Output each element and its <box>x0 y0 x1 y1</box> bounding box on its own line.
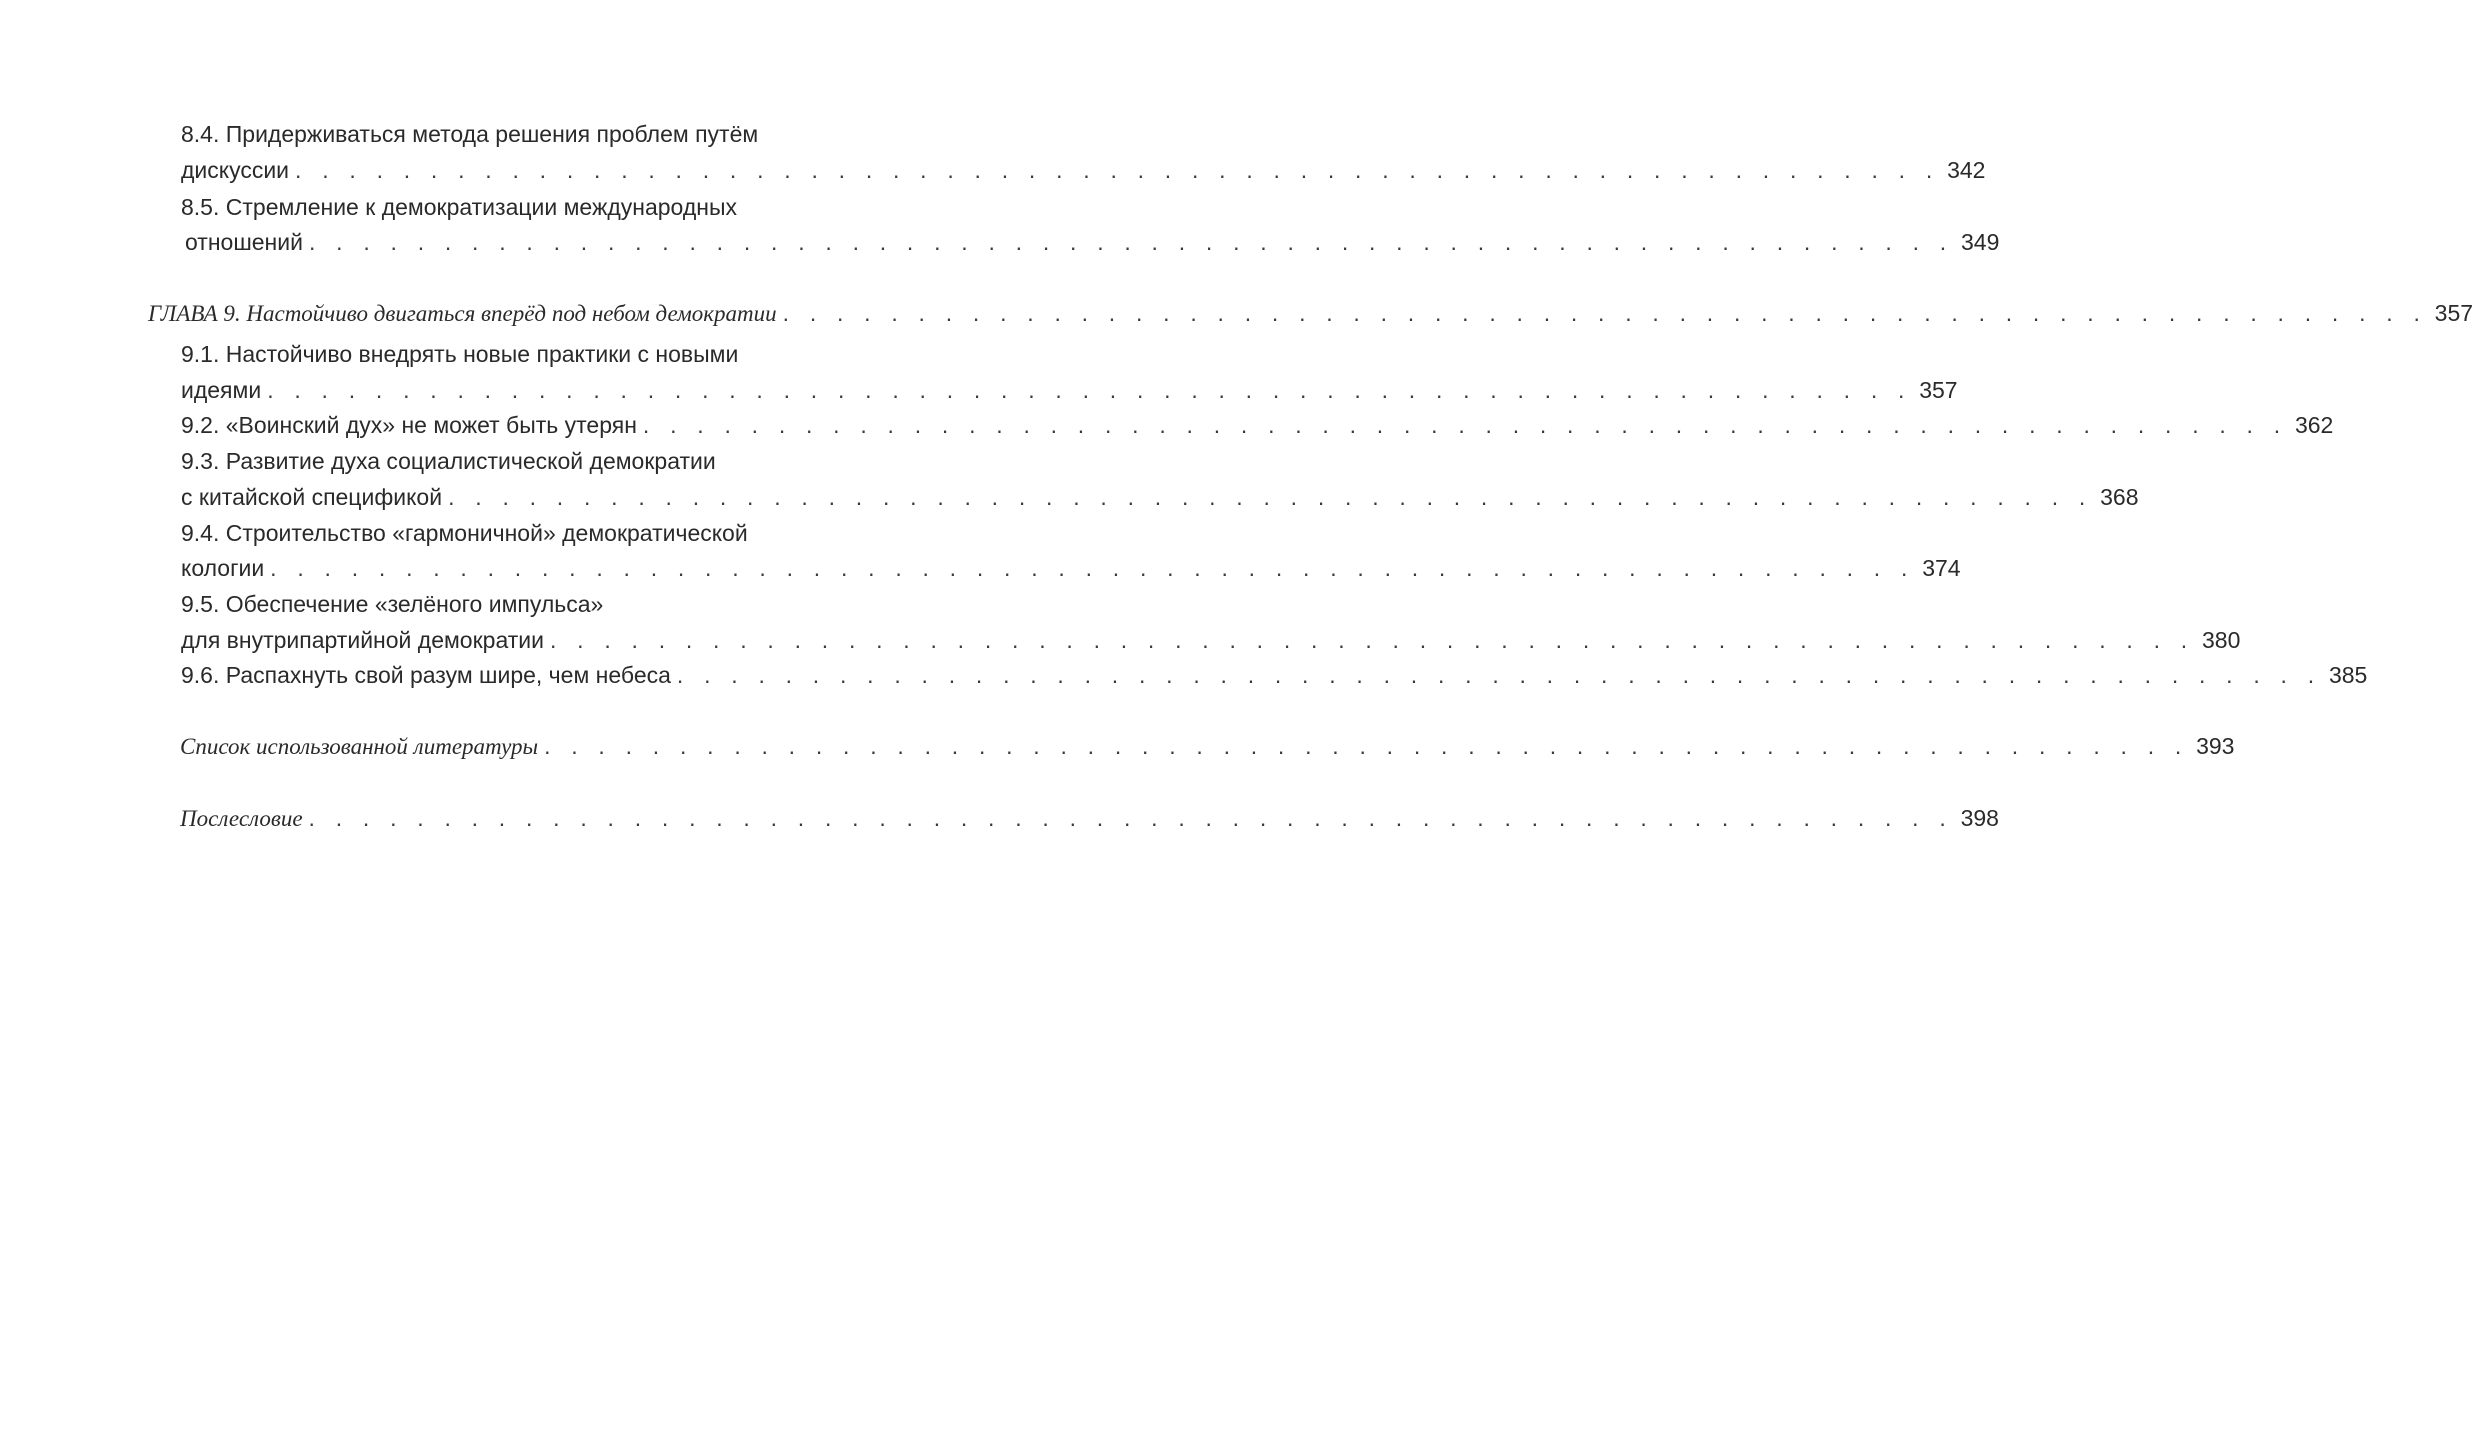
toc-chapter-9 <box>148 298 2473 328</box>
dot-leader: . . . . . . . . . . . . . . . . . . . . . . . . . . . . . . . . . . . . . . . . . . . . . . . . . . . . . . . . . . . . . <box>782 300 2428 326</box>
page-number: 342 <box>1947 157 1986 183</box>
toc-entry-title: кологии <box>181 555 265 581</box>
toc-entry-title: для внутрипартийной демократии <box>181 627 544 653</box>
page-number: 357 <box>2434 300 2473 326</box>
dot-leader: . . . . . . . . . . . . . . . . . . . . . . . . . . . . . . . . . . . . . . . . . . . . . . . . . . . . . . . . . . . . . <box>270 555 1915 581</box>
toc-entry-9-2 <box>181 410 2334 440</box>
toc-entry-9-5 <box>181 625 2241 655</box>
toc-entry-9-1-line1 <box>181 339 918 369</box>
toc-entry-8-5 <box>185 227 2000 257</box>
toc-entry-8-4-line1 <box>181 119 918 149</box>
dot-leader: . . . . . . . . . . . . . . . . . . . . . . . . . . . . . . . . . . . . . . . . . . . . . . . . . . . . . . . . . . . . . <box>267 377 1912 403</box>
dot-leader: . . . . . . . . . . . . . . . . . . . . . . . . . . . . . . . . . . . . . . . . . . . . . . . . . . . . . . . . . . . . . <box>308 805 1953 831</box>
chapter-title: ГЛАВА 9. Настойчиво двигаться вперёд под небом демократии <box>148 301 777 326</box>
toc-entry-9-4-line1 <box>181 518 918 548</box>
page-number: 385 <box>2328 662 2368 688</box>
toc-entry-title: Список использованной литературы <box>180 734 539 759</box>
page-number: 374 <box>1922 555 1961 581</box>
page-number: 349 <box>1961 229 2000 255</box>
toc-entry-title: отношений <box>185 229 303 255</box>
toc-entry-title: 9.4. Строительство «гармоничной» демократической <box>181 520 748 546</box>
toc-entry-8-4 <box>181 155 1986 185</box>
toc-entry-title: 9.6. Распахнуть свой разум шире, чем небеса <box>181 662 671 688</box>
toc-entry-8-5-line1 <box>181 192 918 222</box>
dot-leader: . . . . . . . . . . . . . . . . . . . . . . . . . . . . . . . . . . . . . . . . . . . . . . . . . . . . . . . . . . . . . <box>676 662 2322 688</box>
toc-entry-9-3-line1 <box>181 446 918 476</box>
dot-leader: . . . . . . . . . . . . . . . . . . . . . . . . . . . . . . . . . . . . . . . . . . . . . . . . . . . . . . . . . . . . . <box>295 157 1940 183</box>
page-number: 368 <box>2100 484 2139 510</box>
toc-entry-9-6 <box>181 660 2368 690</box>
toc-entry-title: 8.4. Придерживаться метода решения проблем путём <box>181 121 759 147</box>
toc-entry-title: дискуссии <box>181 157 290 183</box>
page-number: 380 <box>2202 627 2241 653</box>
toc-entry-afterword <box>180 803 1999 833</box>
toc-entry-title: 9.2. «Воинский дух» не может быть утерян <box>181 412 637 438</box>
toc-entry-bibliography <box>180 731 2235 761</box>
page-number: 362 <box>2294 412 2334 438</box>
toc-entry-title: с китайской спецификой <box>181 484 443 510</box>
toc-entry-9-5-line1 <box>181 589 918 619</box>
toc-entry-title: 8.5. Стремление к демократизации международных <box>181 194 737 220</box>
dot-leader: . . . . . . . . . . . . . . . . . . . . . . . . . . . . . . . . . . . . . . . . . . . . . . . . . . . . . . . . . . . . . <box>642 412 2288 438</box>
page-number: 393 <box>2196 733 2235 759</box>
dot-leader: . . . . . . . . . . . . . . . . . . . . . . . . . . . . . . . . . . . . . . . . . . . . . . . . . . . . . . . . . . . . . <box>308 229 1954 255</box>
page-number: 357 <box>1919 377 1958 403</box>
page-number: 398 <box>1960 805 1999 831</box>
toc-entry-title: идеями <box>181 377 262 403</box>
toc-entry-title: Послесловие <box>180 806 303 831</box>
dot-leader: . . . . . . . . . . . . . . . . . . . . . . . . . . . . . . . . . . . . . . . . . . . . . . . . . . . . . . . . . . . . . <box>448 484 2093 510</box>
toc-entry-title: 9.5. Обеспечение «зелёного импульса» <box>181 591 604 617</box>
dot-leader: . . . . . . . . . . . . . . . . . . . . . . . . . . . . . . . . . . . . . . . . . . . . . . . . . . . . . . . . . . . . . <box>544 733 2189 759</box>
toc-entry-9-1 <box>181 375 1958 405</box>
dot-leader: . . . . . . . . . . . . . . . . . . . . . . . . . . . . . . . . . . . . . . . . . . . . . . . . . . . . . . . . . . . . . <box>549 627 2195 653</box>
toc-entry-9-3 <box>181 482 2139 512</box>
toc-entry-9-4 <box>181 553 1961 583</box>
toc-entry-title: 9.1. Настойчиво внедрять новые практики с новыми <box>181 341 739 367</box>
toc-entry-title: 9.3. Развитие духа социалистической демократии <box>181 448 716 474</box>
